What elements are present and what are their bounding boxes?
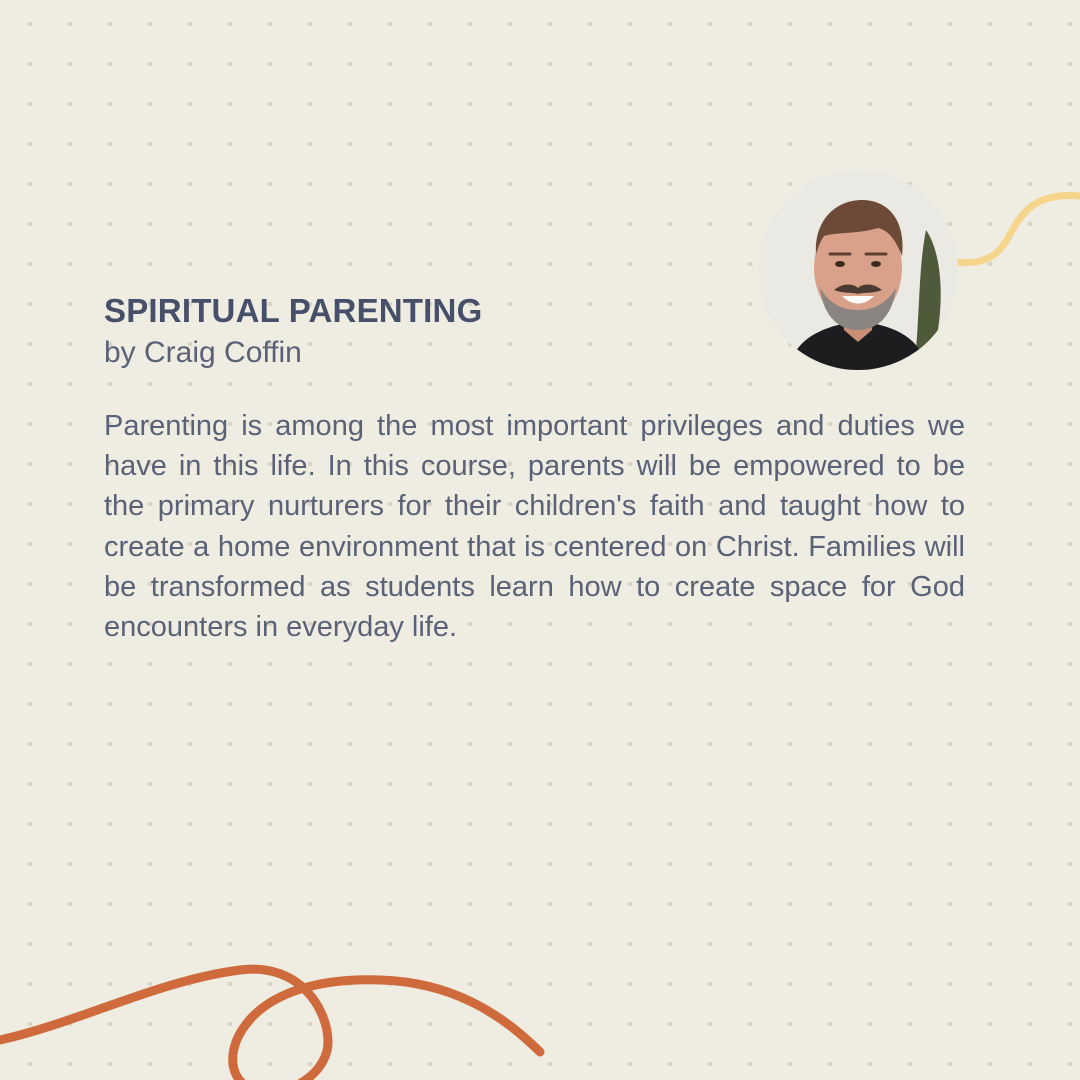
portrait-photo-icon [758,170,958,370]
course-author: by Craig Coffin [104,336,302,369]
course-title: SPIRITUAL PARENTING [104,292,483,329]
course-description: Parenting is among the most important privileges and duties we have in this life. In this course, parents will be empowered to be the primary nurturers for their children's faith and taught how to create a home environment that is centered on Christ. Families will be transformed as students learn how to create space for God encounters in everyday life. [104,410,965,644]
author-avatar [758,170,958,370]
